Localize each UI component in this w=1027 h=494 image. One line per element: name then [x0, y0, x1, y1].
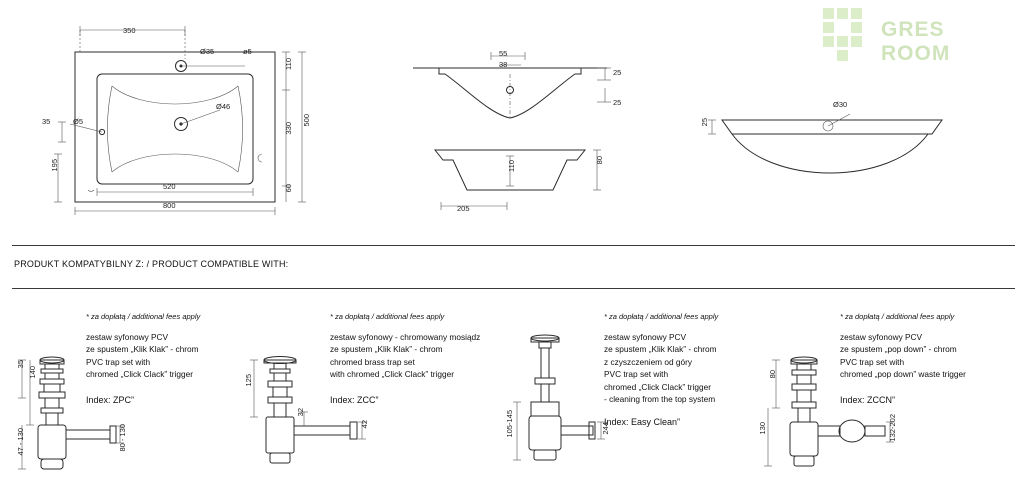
product-index-3: Index: Easy Clean” — [604, 417, 681, 428]
product-fee-2: * za dopłatą / additional fees apply — [330, 312, 445, 321]
washbasin-side-view — [700, 100, 960, 180]
dim-p1-c: 47 - 130 — [16, 428, 25, 456]
dim-p4-c: 132-202 — [888, 414, 897, 442]
product-index-2: Index: ZCC” — [330, 394, 379, 405]
product-fee-3: * za dopłatą / additional fees apply — [604, 312, 719, 321]
dim-38: 38 — [499, 60, 508, 69]
divider-top — [12, 245, 1015, 246]
dim-p4-a: 80 — [768, 370, 777, 379]
dim-25-a: 25 — [613, 68, 622, 77]
dim-d30: Ø30 — [833, 100, 848, 109]
dim-p1-a: 35 — [16, 360, 25, 369]
dim-500: 500 — [302, 114, 311, 127]
dim-p3-a: 105-145 — [505, 410, 514, 438]
trap-set-zccn-drawing — [758, 352, 908, 487]
product-index-1: Index: ZPC” — [86, 394, 135, 405]
dim-110-section: 110 — [507, 160, 516, 172]
dim-25-b: 25 — [613, 98, 622, 107]
dim-35-left: 35 — [42, 117, 51, 126]
dim-25-side: 25 — [700, 118, 709, 127]
product-index-4: Index: ZCCN” — [840, 394, 896, 405]
washbasin-front-section — [395, 48, 625, 138]
dim-p2-c: 42 — [360, 420, 369, 429]
divider-bottom — [12, 288, 1015, 289]
dim-55: 55 — [499, 49, 508, 58]
dim-p3-b: 244 — [601, 422, 610, 435]
dim-80: 80 — [595, 156, 604, 165]
dim-205: 205 — [457, 204, 470, 213]
dim-p2-a: 125 — [244, 374, 253, 387]
dim-520: 520 — [163, 182, 176, 191]
dim-p1-b: 140 — [28, 366, 37, 379]
dim-60: 60 — [284, 184, 293, 193]
dim-d35: Ø35 — [200, 47, 215, 56]
trap-set-easyclean-drawing — [505, 330, 615, 485]
product-fee-4: * za dopłatą / additional fees apply — [840, 312, 955, 321]
dim-350: 350 — [123, 26, 136, 35]
washbasin-plan-view — [40, 14, 340, 229]
washbasin-bottom-section — [395, 140, 625, 220]
watermark-text: GRES ROOM — [881, 18, 951, 65]
product-desc-1: zestaw syfonowy PCV ze spustem „Klik Klak” - chrom PVC trap set with chromed „Click Clack” trigger — [86, 332, 199, 380]
dim-p4-b: 130 — [758, 422, 767, 435]
dim-195: 195 — [50, 159, 59, 172]
dim-d5: ø5 — [243, 47, 252, 56]
dim-d46: Ø46 — [216, 102, 231, 111]
trap-set-zpc-drawing — [14, 352, 134, 487]
dim-800: 800 — [163, 201, 176, 210]
trap-set-zcc-drawing — [240, 350, 390, 490]
dim-d5-left: Ø5 — [73, 117, 84, 126]
dim-p2-b: 32 — [296, 408, 305, 417]
product-desc-2: zestaw syfonowy - chromowany mosiądz ze spustem „Klik Klak” - chrom chromed brass trap set with chromed „Click Clack” trigger — [330, 332, 481, 380]
dim-110: 110 — [284, 58, 293, 70]
product-fee-1: * za dopłatą / additional fees apply — [86, 312, 201, 321]
dim-p1-d: 80 - 130 — [118, 424, 127, 452]
product-desc-3: zestaw syfonowy PCV ze spustem „Klik Klak” - chrom z czyszczeniem od góry PVC trap set with chromed „Click Clack” trigger - cleaning from the top system — [604, 332, 717, 405]
product-desc-4: zestaw syfonowy PCV ze spustem „pop down” - chrom PVC trap set with chromed „pop down” waste trigger — [840, 332, 966, 380]
dim-330: 330 — [284, 122, 293, 135]
gres-room-watermark — [819, 4, 1019, 64]
compatible-title: PRODUKT KOMPATYBILNY Z: / PRODUCT COMPATIBLE WITH: — [14, 259, 289, 269]
